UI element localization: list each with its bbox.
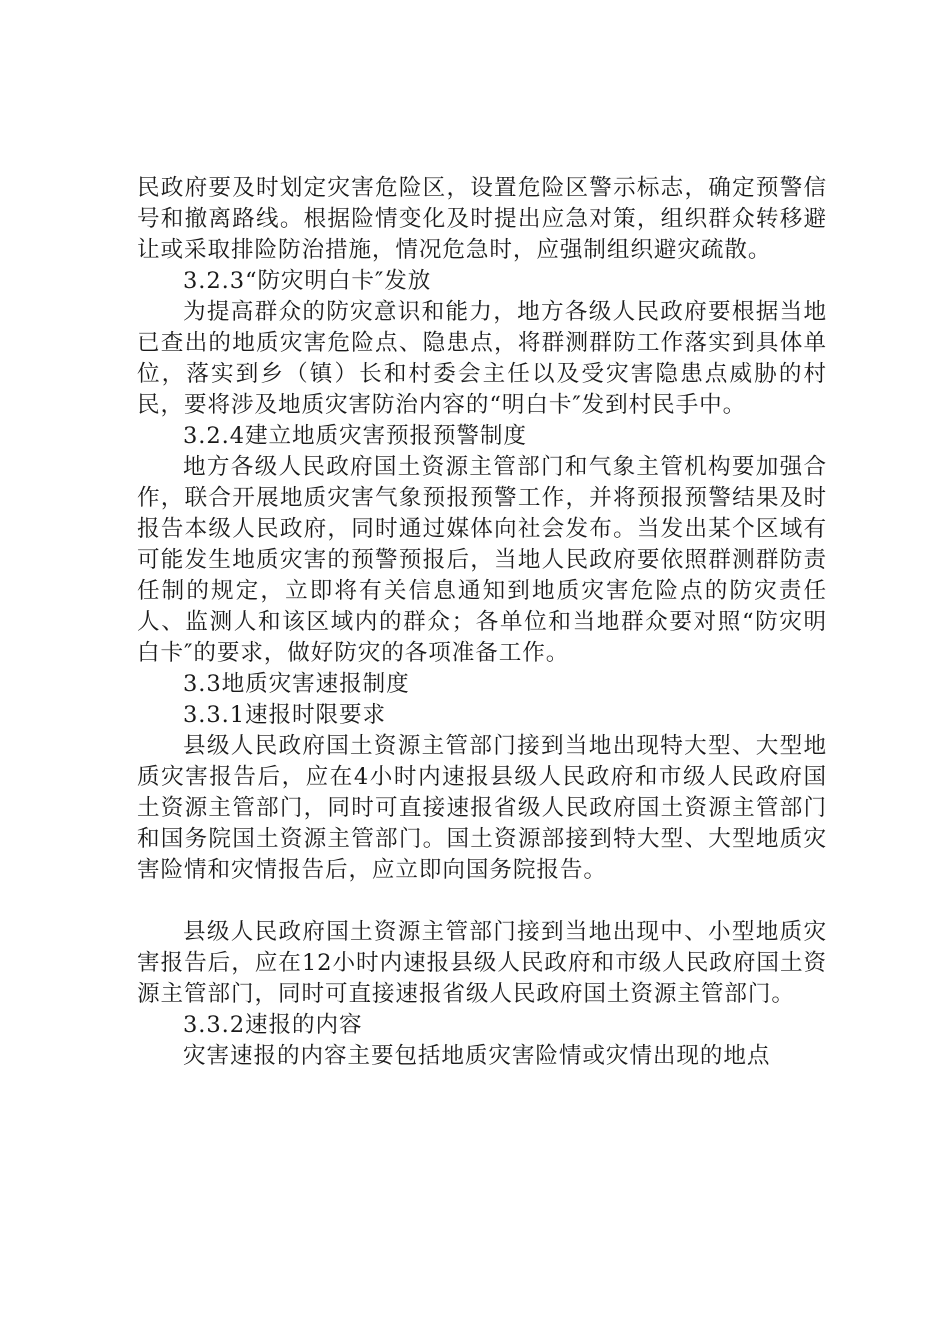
paragraph-1: 民政府要及时划定灾害危险区，设置危险区警示标志，确定预警信号和撤离路线。根据险情变化及时提出应急对策，组织群众转移避让或采取排险防治措施，情况危急时，应强制组织避灾疏散。 — [137, 175, 827, 263]
paragraph-2: 为提高群众的防灾意识和能力，地方各级人民政府要根据当地已查出的地质灾害危险点、隐患点，将群测群防工作落实到具体单位，落实到乡（镇）长和村委会主任以及受灾害隐患点威胁的村民，要将涉及地质灾害防治内容的“明白卡″发到村民手中。 — [137, 299, 827, 418]
paragraph-5: 县级人民政府国土资源主管部门接到当地出现中、小型地质灾害报告后，应在12小时内速报县级人民政府和市级人民政府国土资源主管部门，同时可直接速报省级人民政府国土资源主管部门。 — [137, 919, 827, 1007]
section-heading-3-3-2: 3.3.2速报的内容 — [183, 1012, 363, 1038]
paragraph-3: 地方各级人民政府国土资源主管部门和气象主管机构要加强合作，联合开展地质灾害气象预报预警工作，并将预报预警结果及时报告本级人民政府，同时通过媒体向社会发布。当发出某个区域有可能发生地质灾害的预警预报后，当地人民政府要依照群测群防责任制的规定，立即将有关信息通知到地质灾害危险点的防灾责任人、监测人和该区域内的群众；各单位和当地群众要对照“防灾明白卡″的要求，做好防灾的各项准备工作。 — [137, 454, 827, 666]
section-heading-3-2-3: 3.2.3“防灾明白卡″发放 — [183, 268, 432, 294]
section-heading-3-2-4: 3.2.4建立地质灾害预报预警制度 — [183, 423, 527, 449]
document-body — [137, 173, 827, 1072]
section-heading-3-3: 3.3地质灾害速报制度 — [183, 671, 410, 697]
paragraph-6: 灾害速报的内容主要包括地质灾害险情或灾情出现的地点 — [183, 1043, 771, 1069]
paragraph-4: 县级人民政府国土资源主管部门接到当地出现特大型、大型地质灾害报告后，应在4小时内速报县级人民政府和市级人民政府国土资源主管部门，同时可直接速报省级人民政府国土资源主管部门和国务院国土资源主管部门。国土资源部接到特大型、大型地质灾害险情和灾情报告后，应立即向国务院报告。 — [137, 733, 827, 883]
section-heading-3-3-1: 3.3.1速报时限要求 — [183, 702, 386, 728]
